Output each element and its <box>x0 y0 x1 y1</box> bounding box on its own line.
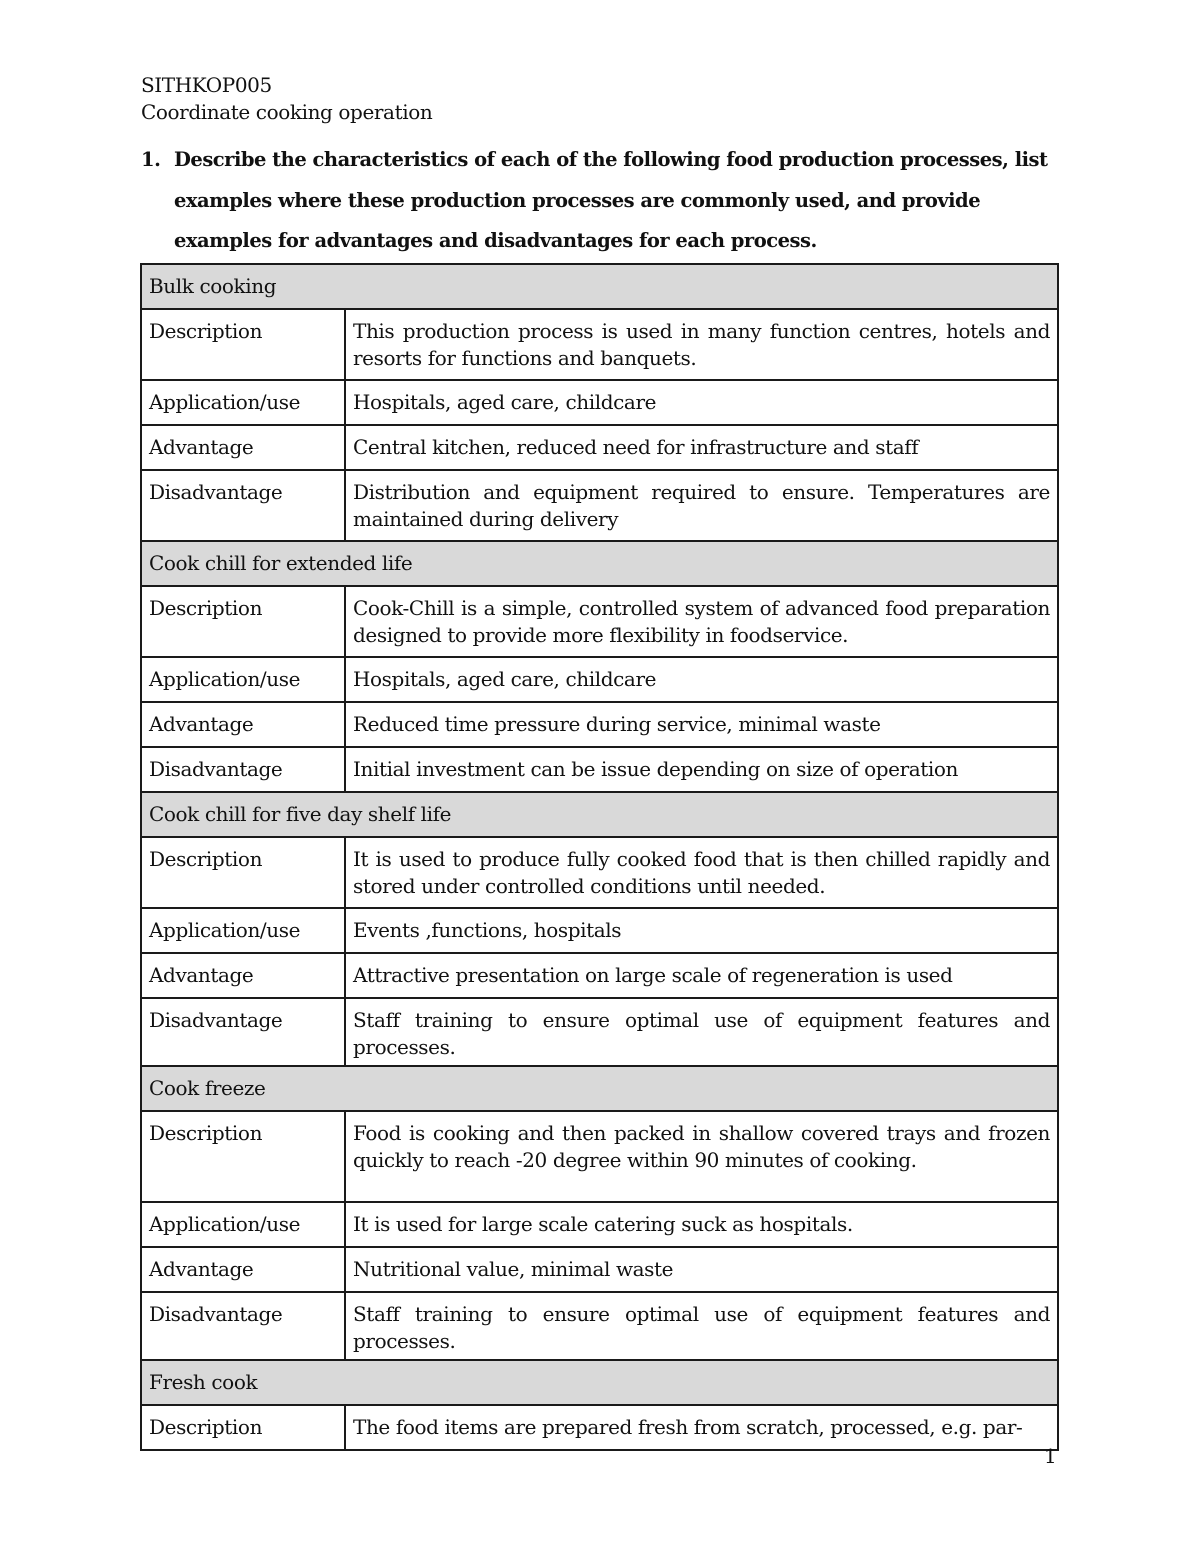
row-value: Staff training to ensure optimal use of equipment features and processes. <box>345 1292 1058 1360</box>
row-value: Hospitals, aged care, childcare <box>345 657 1058 702</box>
question-text: Describe the characteristics of each of the following food production processes, list examples where these production processes are commonly used, and provide examples for advantages and disadvantages for each process. <box>174 148 1048 252</box>
row-label: Application/use <box>141 908 345 953</box>
row-value: Hospitals, aged care, childcare <box>345 380 1058 425</box>
table-row <box>141 470 1058 541</box>
row-label: Disadvantage <box>141 470 345 541</box>
table-row <box>141 309 1058 380</box>
row-label: Disadvantage <box>141 747 345 792</box>
row-value: Reduced time pressure during service, minimal waste <box>345 702 1058 747</box>
row-label: Advantage <box>141 1247 345 1292</box>
table-row <box>141 1111 1058 1202</box>
table-row <box>141 425 1058 470</box>
section-row <box>141 264 1058 309</box>
table-row <box>141 908 1058 953</box>
row-label: Advantage <box>141 425 345 470</box>
row-value: It is used to produce fully cooked food that is then chilled rapidly and stored under controlled conditions until needed. <box>345 837 1058 908</box>
table-row <box>141 1202 1058 1247</box>
section-title: Bulk cooking <box>141 264 1058 309</box>
row-label: Advantage <box>141 702 345 747</box>
question-block <box>141 140 1066 262</box>
row-value: Attractive presentation on large scale of regeneration is used <box>345 953 1058 998</box>
row-label: Description <box>141 1405 345 1450</box>
section-row <box>141 541 1058 586</box>
section-row <box>141 1360 1058 1405</box>
row-label: Description <box>141 837 345 908</box>
question-number: 1. <box>141 148 161 171</box>
unit-title: Coordinate cooking operation <box>141 100 433 124</box>
row-label: Description <box>141 586 345 657</box>
row-label: Application/use <box>141 657 345 702</box>
section-title: Cook chill for five day shelf life <box>141 792 1058 837</box>
process-table <box>140 263 1059 1451</box>
row-value: Distribution and equipment required to ensure. Temperatures are maintained during delivery <box>345 470 1058 541</box>
row-value: Food is cooking and then packed in shallow covered trays and frozen quickly to reach -20 degree within 90 minutes of cooking. <box>345 1111 1058 1202</box>
table-row <box>141 586 1058 657</box>
table-row <box>141 953 1058 998</box>
row-label: Application/use <box>141 1202 345 1247</box>
row-value: This production process is used in many function centres, hotels and resorts for functions and banquets. <box>345 309 1058 380</box>
row-label: Disadvantage <box>141 998 345 1066</box>
table-row <box>141 837 1058 908</box>
table-row <box>141 998 1058 1066</box>
section-title: Cook freeze <box>141 1066 1058 1111</box>
section-title: Cook chill for extended life <box>141 541 1058 586</box>
row-value: Cook-Chill is a simple, controlled system of advanced food preparation designed to provide more flexibility in foodservice. <box>345 586 1058 657</box>
row-value: Nutritional value, minimal waste <box>345 1247 1058 1292</box>
row-label: Application/use <box>141 380 345 425</box>
row-label: Disadvantage <box>141 1292 345 1360</box>
page-header <box>141 72 432 126</box>
row-value: The food items are prepared fresh from scratch, processed, e.g. par- <box>345 1405 1058 1450</box>
page-number: 1 <box>1044 1444 1057 1468</box>
row-label: Advantage <box>141 953 345 998</box>
table-row <box>141 1292 1058 1360</box>
row-label: Description <box>141 1111 345 1202</box>
row-value: Central kitchen, reduced need for infrastructure and staff <box>345 425 1058 470</box>
table-row <box>141 702 1058 747</box>
unit-code: SITHKOP005 <box>141 73 272 97</box>
table-row <box>141 1405 1058 1450</box>
row-value: It is used for large scale catering suck as hospitals. <box>345 1202 1058 1247</box>
row-label: Description <box>141 309 345 380</box>
section-row <box>141 792 1058 837</box>
row-value: Events ,functions, hospitals <box>345 908 1058 953</box>
table-row <box>141 1247 1058 1292</box>
table-row <box>141 380 1058 425</box>
table-row <box>141 747 1058 792</box>
table-row <box>141 657 1058 702</box>
section-row <box>141 1066 1058 1111</box>
section-title: Fresh cook <box>141 1360 1058 1405</box>
row-value: Initial investment can be issue depending on size of operation <box>345 747 1058 792</box>
row-value: Staff training to ensure optimal use of equipment features and processes. <box>345 998 1058 1066</box>
